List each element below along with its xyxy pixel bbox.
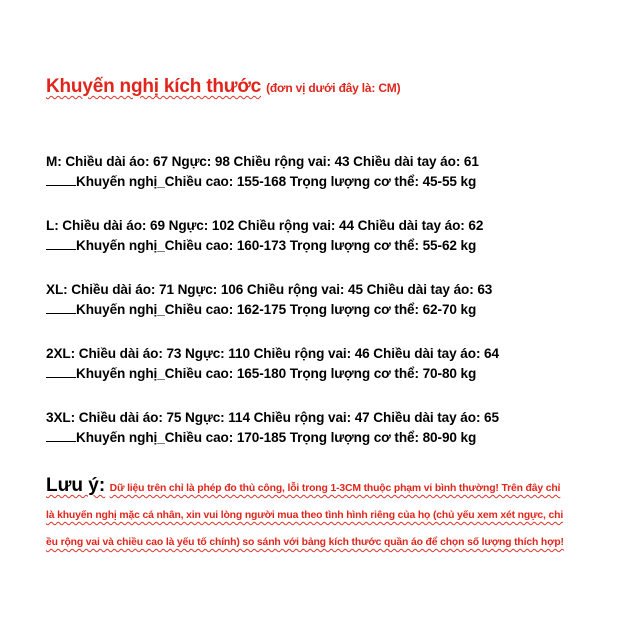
size-recommendation [46, 172, 626, 192]
size-measurements: XL: Chiều dài áo: 71 Ngực: 106 Chiều rộng vai: 45 Chiều dài tay áo: 63 [46, 282, 493, 297]
size-measurements: L: Chiều dài áo: 69 Ngực: 102 Chiều rộng vai: 44 Chiều dài tay áo: 62 [46, 218, 484, 233]
note-label: Lưu ý: [46, 475, 106, 496]
size-block-l [46, 216, 626, 280]
size-block-2xl [46, 344, 626, 408]
note-row-2 [46, 501, 606, 528]
size-recommendation [46, 300, 626, 320]
size-recommendation [46, 236, 626, 256]
underline-blank [46, 238, 76, 250]
size-measurements: 2XL: Chiều dài áo: 73 Ngực: 110 Chiều rộng vai: 46 Chiều dài tay áo: 64 [46, 346, 499, 361]
underline-blank [46, 174, 76, 186]
note-section [46, 473, 606, 555]
size-recommendation [46, 364, 626, 384]
recommendation-text: Khuyến nghị_Chiều cao: 160-173 Trọng lượng cơ thể: 55-62 kg [76, 238, 477, 253]
underline-blank [46, 430, 76, 442]
title-unit: (đơn vị dưới đây là: CM) [266, 81, 401, 95]
size-block-3xl [46, 408, 626, 472]
size-block-m [46, 152, 626, 216]
page-title [46, 76, 400, 98]
note-text-1: Dữ liệu trên chỉ là phép đo thủ công, lỗi trong 1-3CM thuộc phạm vi bình thường! Trên đây chỉ [109, 483, 561, 494]
size-measurements: M: Chiều dài áo: 67 Ngực: 98 Chiều rộng vai: 43 Chiều dài tay áo: 61 [46, 154, 479, 169]
recommendation-text: Khuyến nghị_Chiều cao: 170-185 Trọng lượng cơ thể: 80-90 kg [76, 430, 477, 445]
size-list [46, 152, 626, 472]
recommendation-text: Khuyến nghị_Chiều cao: 162-175 Trọng lượng cơ thể: 62-70 kg [76, 302, 477, 317]
recommendation-text: Khuyến nghị_Chiều cao: 165-180 Trọng lượng cơ thể: 70-80 kg [76, 366, 477, 381]
title-main: Khuyến nghị kích thước [46, 76, 261, 97]
note-text-2: là khuyến nghị mặc cá nhân, xin vui lòng người mua theo tình hình riêng của họ (chủ yếu xem xét ngực, chi [46, 510, 564, 521]
note-row-3 [46, 528, 606, 555]
note-row-1 [46, 473, 606, 501]
recommendation-text: Khuyến nghị_Chiều cao: 155-168 Trọng lượng cơ thể: 45-55 kg [76, 174, 477, 189]
underline-blank [46, 366, 76, 378]
note-text-3: ều rộng vai và chiều cao là yếu tố chính) so sánh với bảng kích thước quần áo để chọn số lượng thích hợp! [46, 537, 564, 548]
size-block-xl [46, 280, 626, 344]
size-measurements: 3XL: Chiều dài áo: 75 Ngực: 114 Chiều rộng vai: 47 Chiều dài tay áo: 65 [46, 410, 499, 425]
size-recommendation [46, 428, 626, 448]
underline-blank [46, 302, 76, 314]
